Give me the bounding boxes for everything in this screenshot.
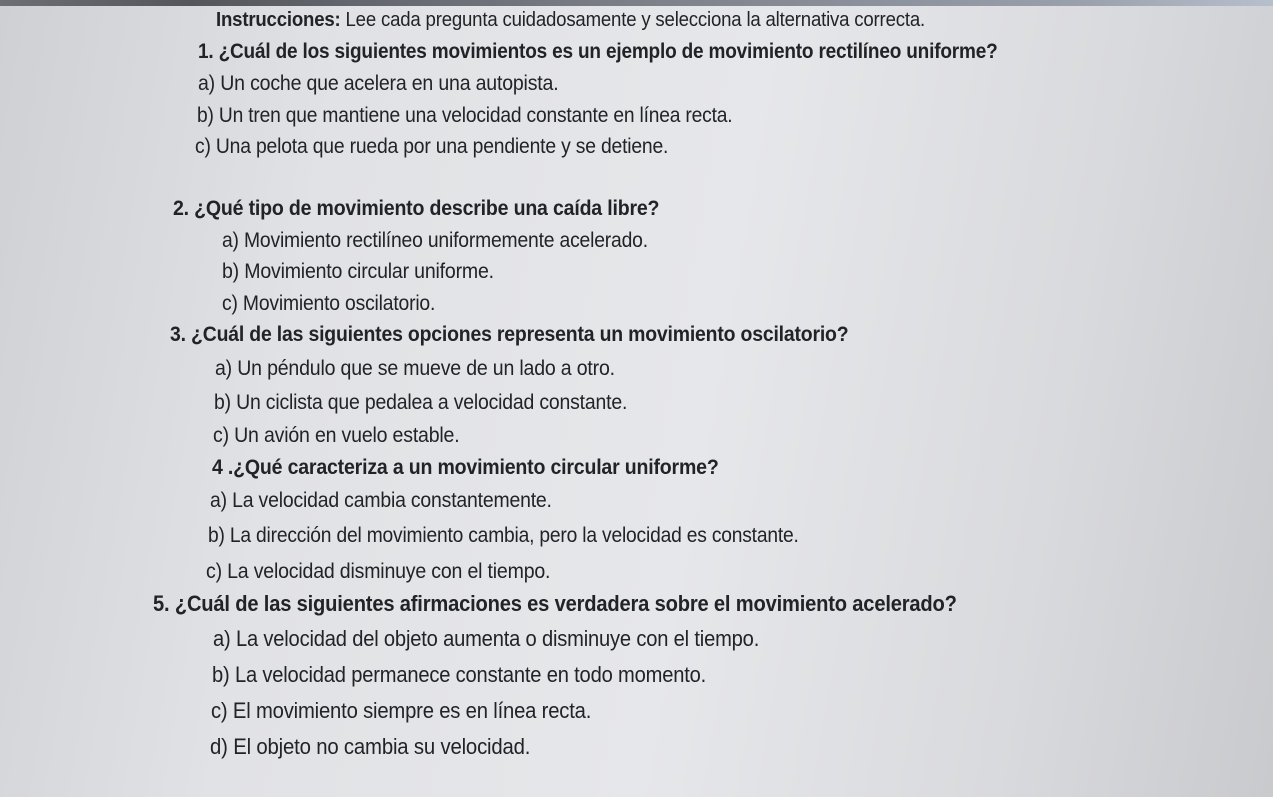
question-5-title: 5. ¿Cuál de las siguientes afirmaciones es verdadera sobre el movimiento acelerado? — [153, 591, 957, 616]
question-3-option-b[interactable]: b) Un ciclista que pedalea a velocidad constante. — [214, 391, 628, 414]
question-5-option-c[interactable]: c) El movimiento siempre es en línea recta. — [211, 698, 592, 723]
question-5-option-b[interactable]: b) La velocidad permanece constante en todo momento. — [212, 662, 707, 687]
question-5-option-a[interactable]: a) La velocidad del objeto aumenta o disminuye con el tiempo. — [213, 626, 760, 651]
question-2-title: 2. ¿Qué tipo de movimiento describe una caída libre? — [173, 197, 660, 220]
question-2-option-b[interactable]: b) Movimiento circular uniforme. — [222, 260, 494, 283]
instructions — [216, 9, 925, 32]
question-5-option-d[interactable]: d) El objeto no cambia su velocidad. — [210, 734, 531, 759]
question-1-title: 1. ¿Cuál de los siguientes movimientos es un ejemplo de movimiento rectilíneo uniforme? — [198, 40, 998, 63]
question-3-option-a[interactable]: a) Un péndulo que se mueve de un lado a otro. — [215, 357, 615, 380]
question-1-option-a[interactable]: a) Un coche que acelera en una autopista. — [198, 72, 559, 95]
question-4-title: 4 .¿Qué caracteriza a un movimiento circular uniforme? — [212, 456, 719, 479]
question-4-option-a[interactable]: a) La velocidad cambia constantemente. — [210, 489, 552, 512]
question-2-option-a[interactable]: a) Movimiento rectilíneo uniformemente acelerado. — [222, 229, 648, 252]
instructions-label: Instrucciones: — [216, 9, 341, 31]
question-4-option-b[interactable]: b) La dirección del movimiento cambia, pero la velocidad es constante. — [208, 524, 799, 547]
question-3-title: 3. ¿Cuál de las siguientes opciones representa un movimiento oscilatorio? — [170, 323, 849, 346]
question-1-option-c[interactable]: c) Una pelota que rueda por una pendiente y se detiene. — [195, 135, 669, 158]
question-4-option-c[interactable]: c) La velocidad disminuye con el tiempo. — [206, 560, 551, 583]
instructions-text: Lee cada pregunta cuidadosamente y selecciona la alternativa correcta. — [340, 9, 925, 31]
question-1-option-b[interactable]: b) Un tren que mantiene una velocidad constante en línea recta. — [197, 104, 733, 127]
question-2-option-c[interactable]: c) Movimiento oscilatorio. — [222, 292, 436, 315]
question-3-option-c[interactable]: c) Un avión en vuelo estable. — [213, 424, 460, 447]
